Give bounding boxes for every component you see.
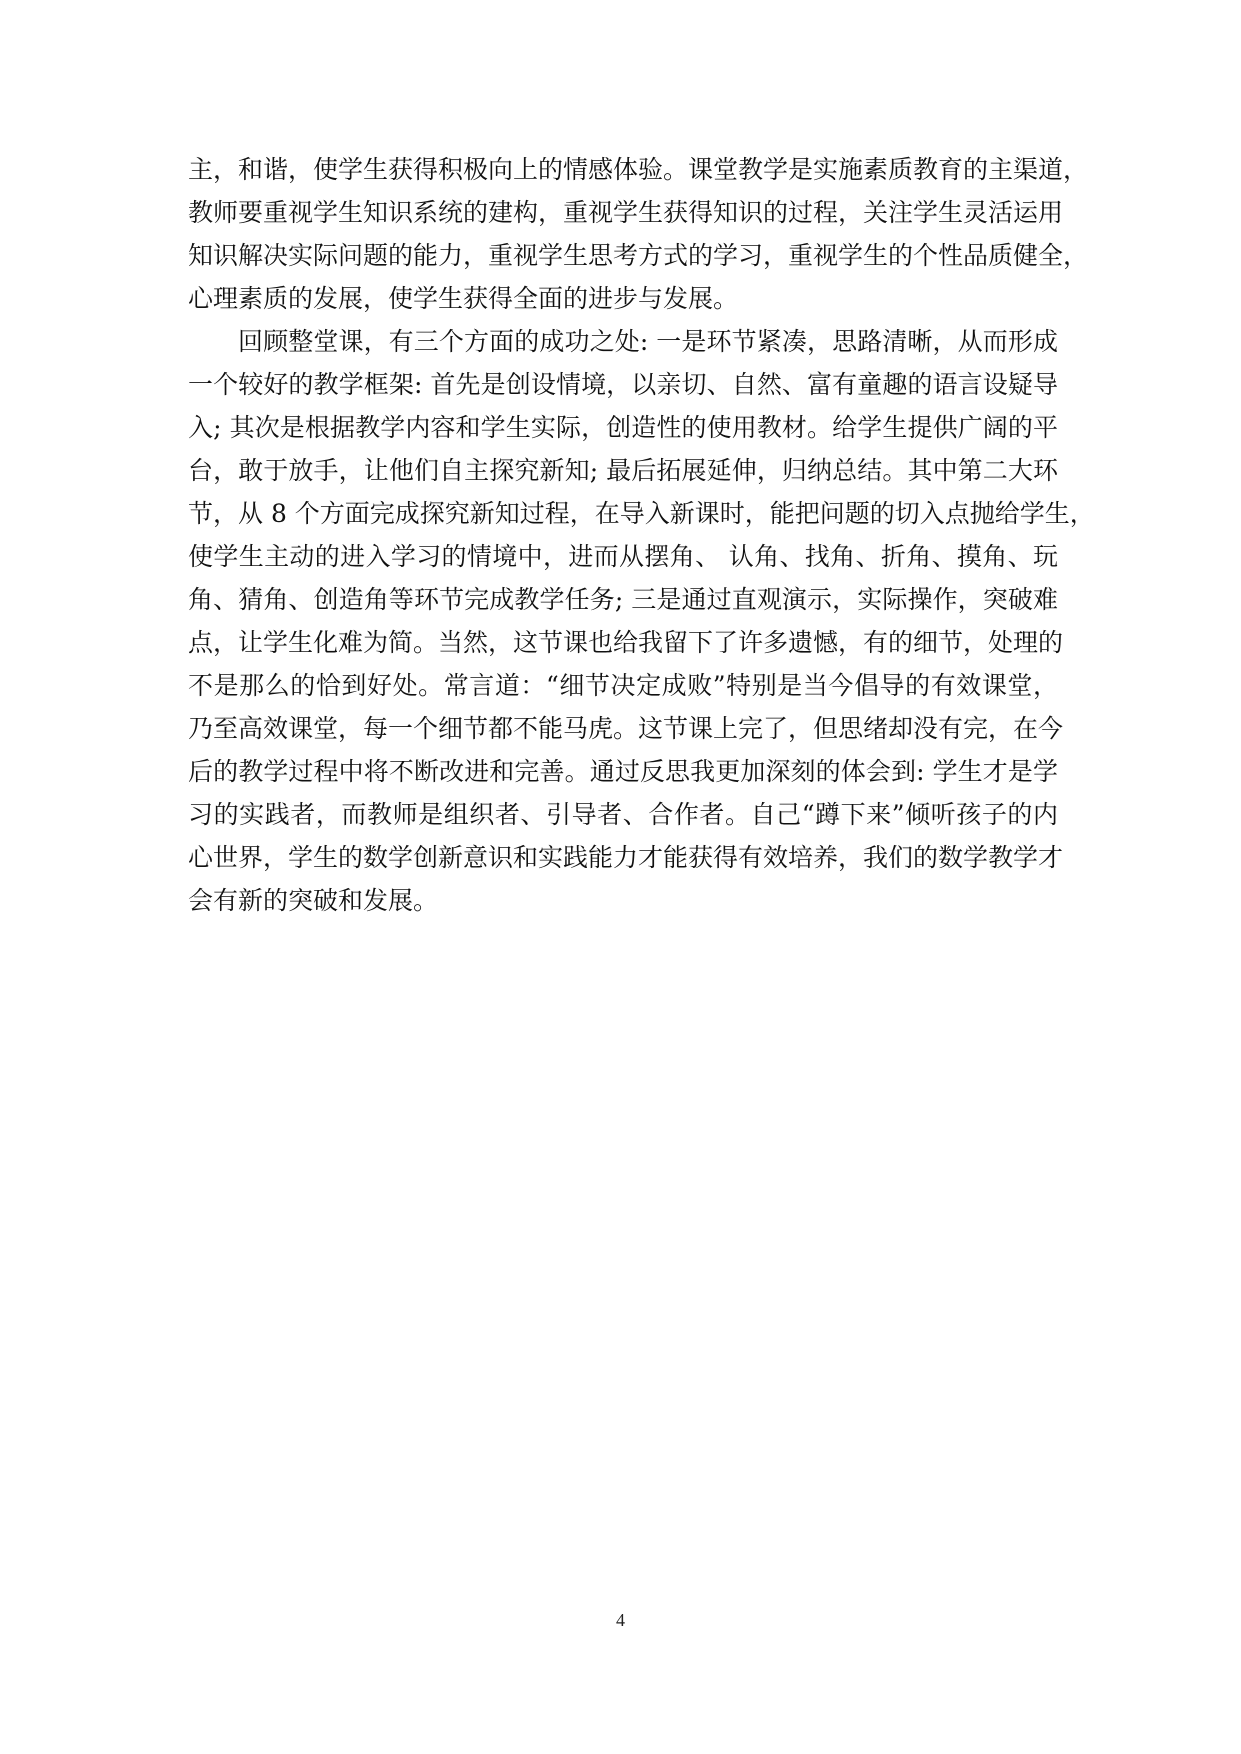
paragraph-1-line-2: 教师要重视学生知识系统的建构，重视学生获得知识的过程，关注学生灵活运用 <box>188 198 1064 227</box>
paragraph-2-line-11: 后的教学过程中将不断改进和完善。通过反思我更加深刻的体会到: 学生才是学 <box>188 757 1058 786</box>
paragraph-1-line-3: 知识解决实际问题的能力，重视学生思考方式的学习，重视学生的个性品质健全， <box>188 241 1089 270</box>
paragraph-2-line-14: 会有新的突破和发展。 <box>188 886 439 915</box>
paragraph-2-line-7: 角、猜角、创造角等环节完成教学任务; 三是通过直观演示，实际操作，突破难 <box>188 585 1058 614</box>
page-number: 4 <box>616 1610 625 1630</box>
paragraph-1-line-4: 心理素质的发展，使学生获得全面的进步与发展。 <box>188 284 739 313</box>
paragraph-2-line-3: 入; 其次是根据教学内容和学生实际，创造性的使用教材。给学生提供广阔的平 <box>188 413 1058 442</box>
paragraph-2-line-6: 使学生主动的进入学习的情境中，进而从摆角、 认角、找角、折角、摸角、玩 <box>188 542 1058 571</box>
paragraph-2-line-1: 回顾整堂课，有三个方面的成功之处: 一是环节紧凑，思路清晰，从而形成 <box>238 327 1058 356</box>
paragraph-1-line-1: 主，和谐，使学生获得积极向上的情感体验。课堂教学是实施素质教育的主渠道， <box>188 155 1089 184</box>
paragraph-2-line-8: 点，让学生化难为简。当然，这节课也给我留下了许多遗憾，有的细节，处理的 <box>188 628 1064 657</box>
paragraph-2-line-2: 一个较好的教学框架: 首先是创设情境，以亲切、自然、富有童趣的语言设疑导 <box>188 370 1058 399</box>
body-text <box>188 148 1095 922</box>
paragraph-2-line-4: 台，敢于放手，让他们自主探究新知; 最后拓展延伸，归纳总结。其中第二大环 <box>188 456 1058 485</box>
paragraph-2-line-5: 节，从 8 个方面完成探究新知过程，在导入新课时，能把问题的切入点抛给学生， <box>188 499 1095 528</box>
paragraph-2-line-10: 乃至高效课堂，每一个细节都不能马虎。这节课上完了，但思绪却没有完，在今 <box>188 714 1064 743</box>
paragraph-2-line-13: 心世界，学生的数学创新意识和实践能力才能获得有效培养，我们的数学教学才 <box>188 843 1064 872</box>
paragraph-2-line-9: 不是那么的恰到好处。常言道：“细节决定成败”特别是当今倡导的有效课堂， <box>188 671 1058 700</box>
paragraph-2-line-12: 习的实践者，而教师是组织者、引导者、合作者。自己“蹲下来”倾听孩子的内 <box>188 800 1058 829</box>
